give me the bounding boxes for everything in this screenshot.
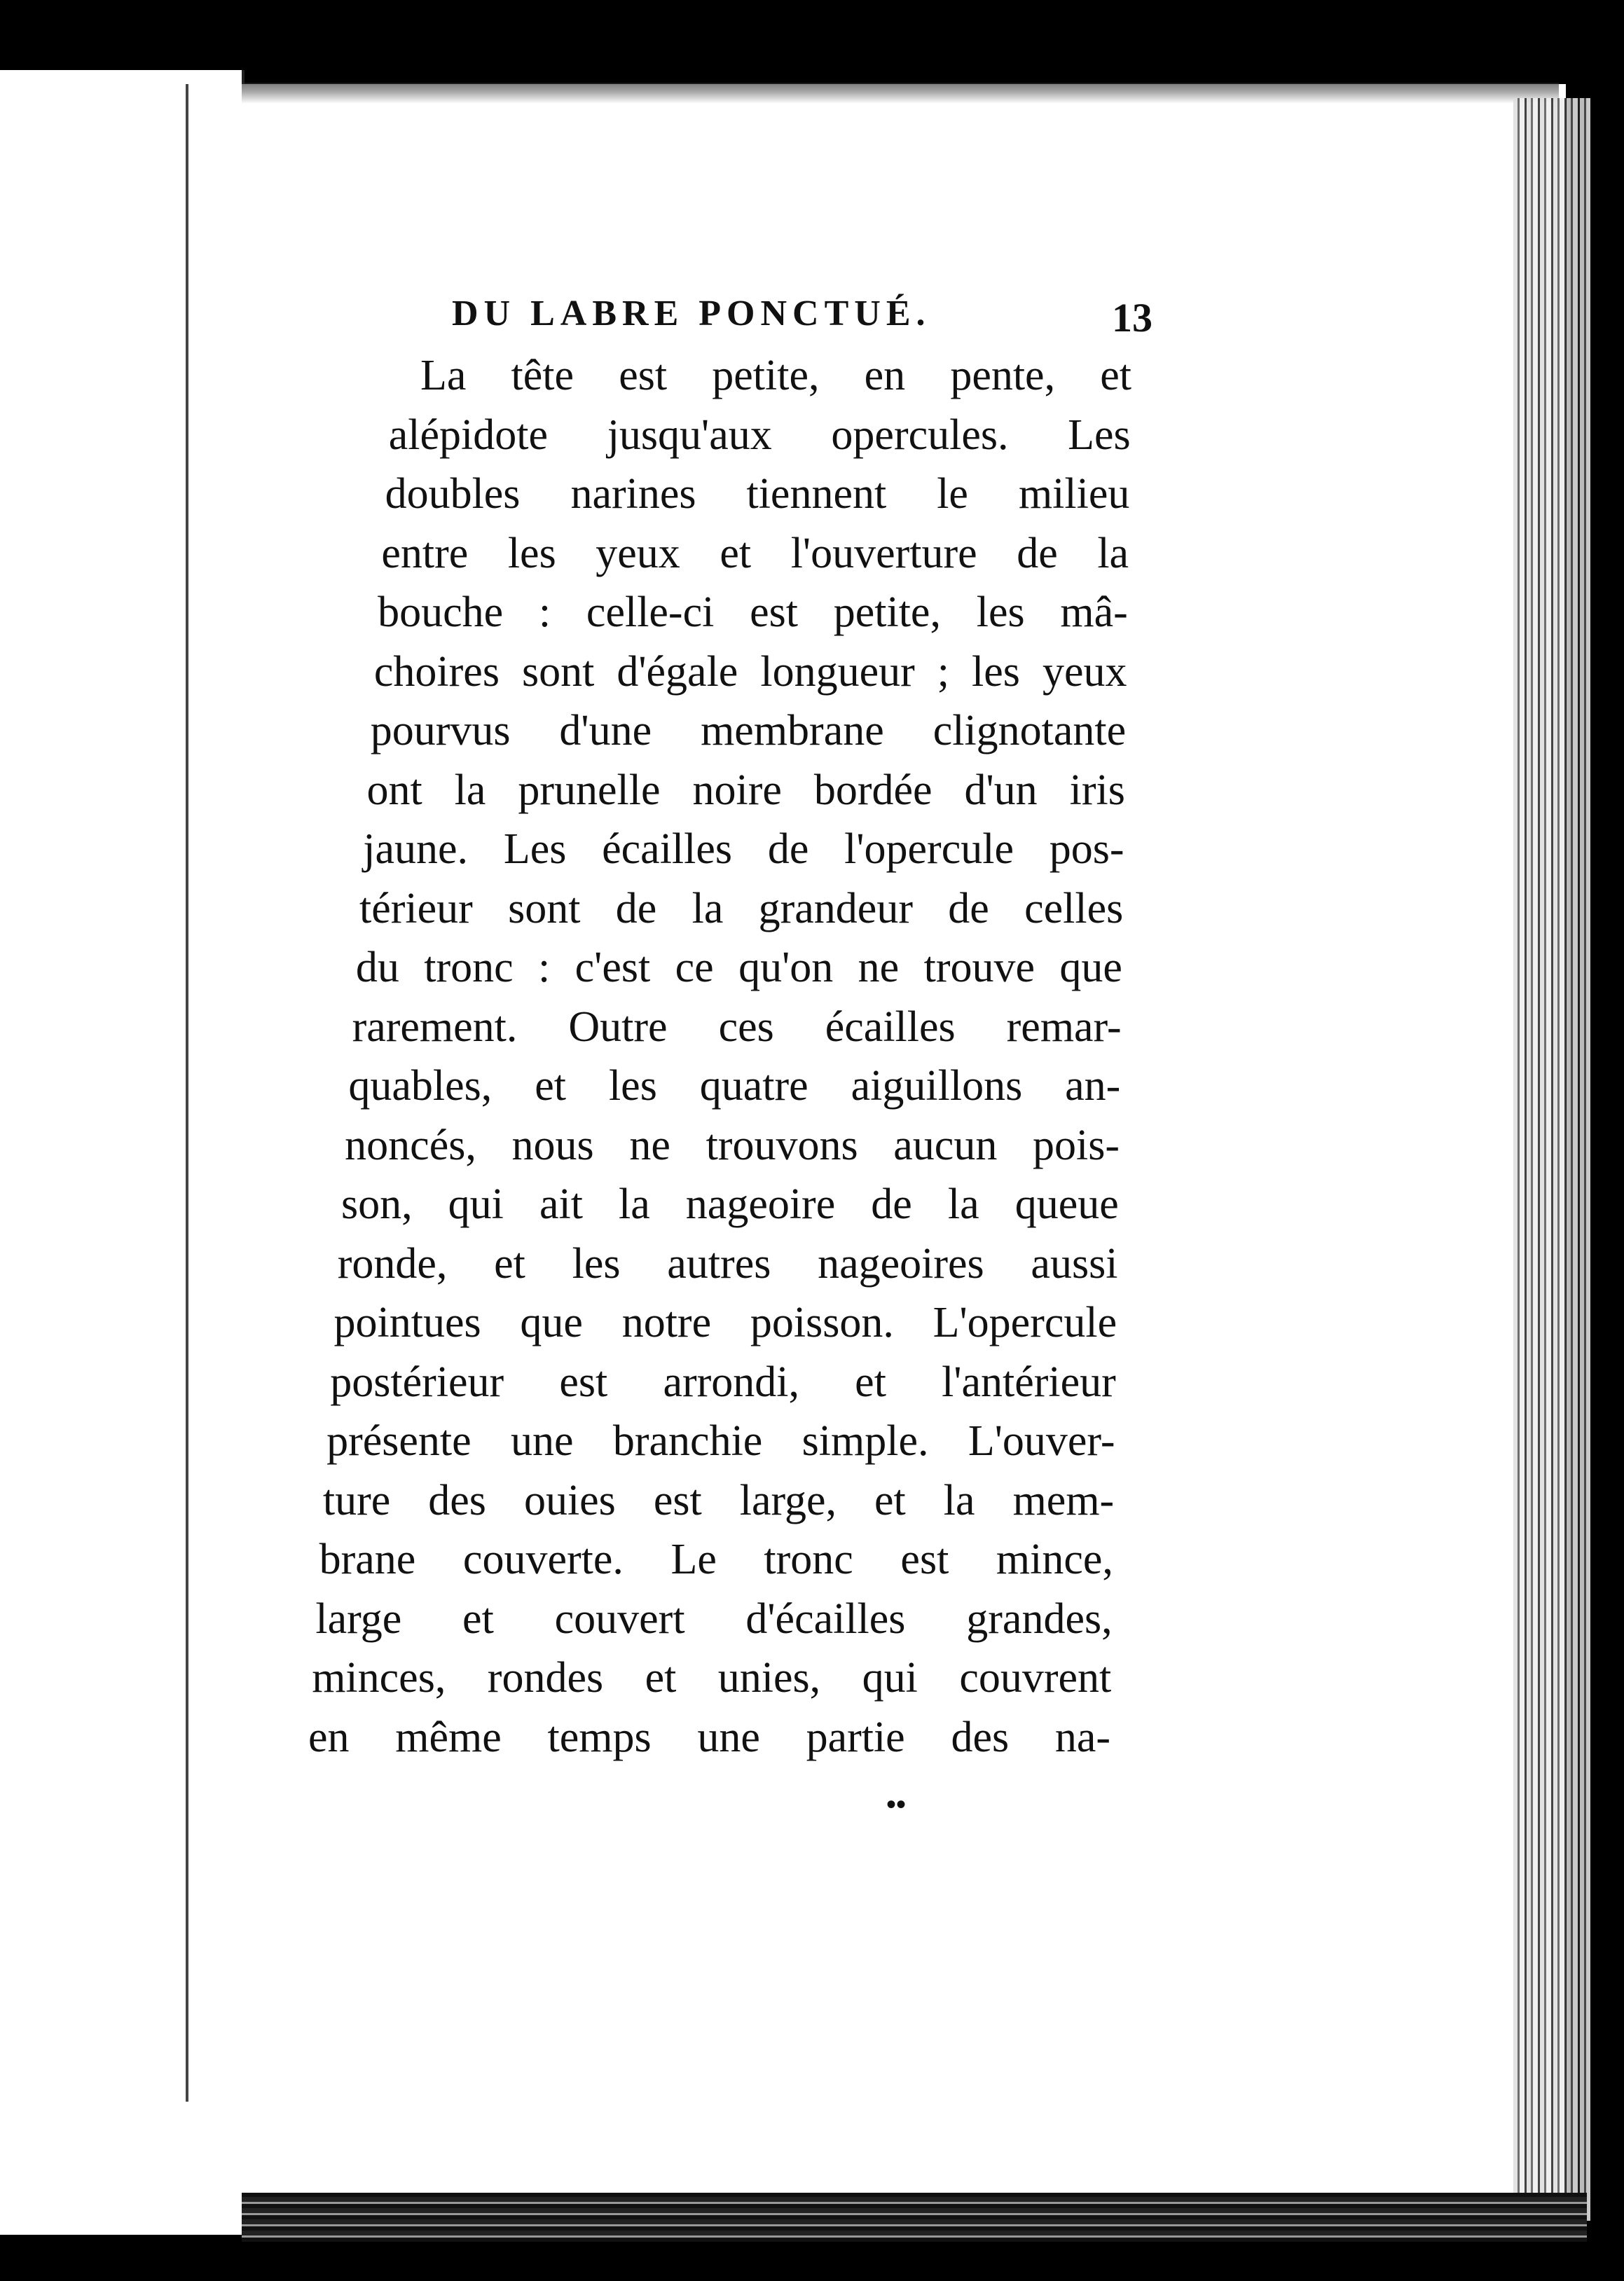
text-line: large et couvert d'écailles grandes, bbox=[315, 1594, 1113, 1643]
text-line: pointues que notre poisson. L'opercule bbox=[333, 1299, 1117, 1346]
text-line: minces, rondes et unies, qui couvrent bbox=[312, 1654, 1112, 1702]
page-number: 13 bbox=[1112, 295, 1152, 340]
text-line: noncés, nous ne trouvons aucun pois- bbox=[345, 1121, 1120, 1169]
scan-background-top bbox=[0, 0, 1624, 77]
text-line: bouche : celle-ci est petite, les mâ- bbox=[378, 588, 1128, 636]
text-line: rarement. Outre ces écailles remar- bbox=[352, 1002, 1122, 1051]
running-head-title: DU LABRE PONCTUÉ. bbox=[452, 294, 931, 333]
text-line: présente une branchie simple. L'ouver- bbox=[326, 1417, 1115, 1465]
text-line: postérieur est arrondi, et l'antérieur bbox=[330, 1358, 1116, 1406]
page-fold-line bbox=[186, 84, 188, 2102]
text-line: doubles narines tiennent le milieu bbox=[385, 470, 1130, 518]
left-page bbox=[0, 70, 245, 2235]
text-line: en même temps une partie des na- bbox=[308, 1713, 1110, 1761]
text-line: son, qui ait la nageoire de la queue bbox=[340, 1180, 1119, 1228]
text-line: entre les yeux et l'ouverture de la bbox=[381, 529, 1129, 577]
text-line: térieur sont de la grandeur de celles bbox=[359, 884, 1124, 932]
text-line: jaune. Les écailles de l'opercule pos- bbox=[363, 825, 1124, 873]
text-line: pourvus d'une membrane clignotante bbox=[370, 707, 1127, 754]
text-line: alépidote jusqu'aux opercules. Les bbox=[388, 411, 1131, 459]
text-line: quables, et les quatre aiguillons an- bbox=[348, 1062, 1121, 1110]
text-line: ronde, et les autres nageoires aussi bbox=[337, 1239, 1118, 1288]
text-line: du tronc : c'est ce qu'on ne trouve que bbox=[355, 944, 1122, 991]
page-edge-bottom bbox=[242, 2193, 1587, 2242]
page-edge-right bbox=[1513, 98, 1590, 2221]
text-line: brane couverte. Le tronc est mince, bbox=[319, 1536, 1113, 1583]
text-line: ture des ouies est large, et la mem- bbox=[322, 1476, 1115, 1524]
text-line: choires sont d'égale longueur ; les yeux bbox=[373, 647, 1127, 696]
page-edge-top bbox=[242, 83, 1559, 104]
text-line: La tête est petite, en pente, et bbox=[420, 352, 1131, 399]
text-line: ont la prunelle noire bordée d'un iris bbox=[366, 766, 1125, 814]
signature-mark: •• bbox=[886, 1789, 907, 1820]
